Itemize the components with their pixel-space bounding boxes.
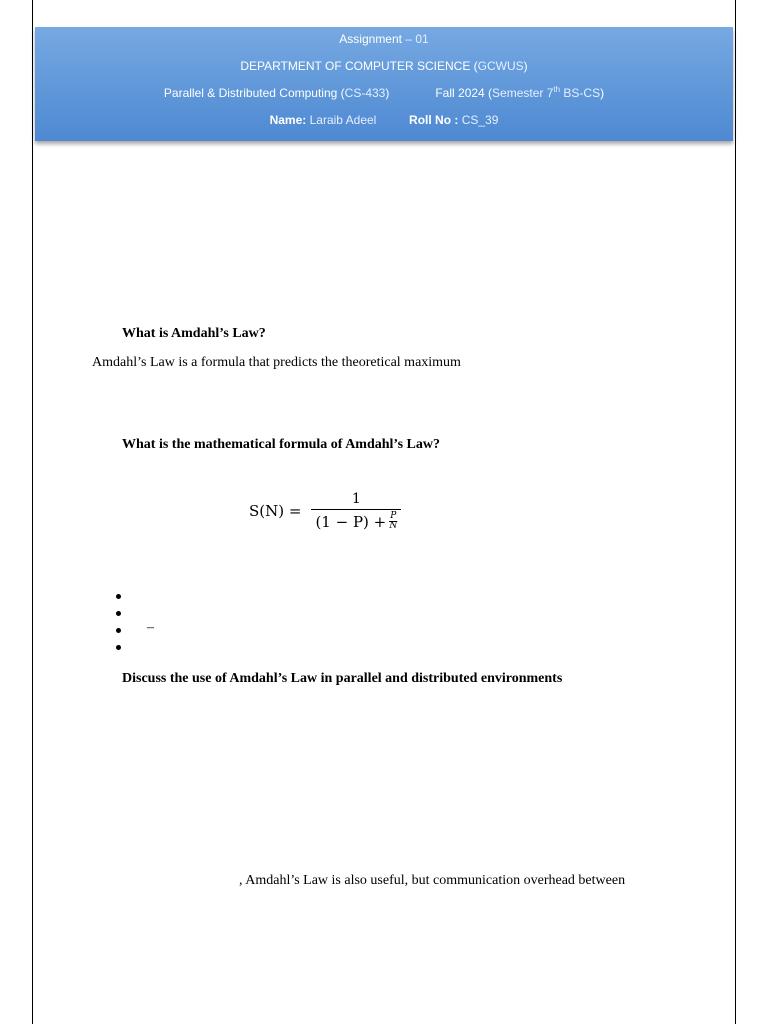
department-line	[35, 59, 733, 73]
amdahl-formula	[249, 486, 401, 536]
question-3-heading: Discuss the use of Amdahl’s Law in parallel and distributed environments	[122, 671, 563, 686]
page-border-left	[32, 0, 33, 1024]
department-abbr: GCWUS	[477, 59, 524, 73]
formula-denominator-left: (1 − P) +	[315, 512, 387, 531]
formula-small-den: N	[389, 521, 398, 531]
name-label: Name:	[269, 113, 307, 127]
student-line	[35, 113, 733, 127]
semester-prefix: Semester 7	[492, 86, 554, 100]
formula-small-fraction	[389, 512, 397, 531]
term: Fall 2024 (	[435, 86, 493, 100]
formula-lhs: S(N) =	[249, 502, 302, 520]
formula-numerator: 1	[351, 491, 361, 507]
document-header	[35, 27, 733, 141]
assignment-label: Assignment	[339, 32, 402, 46]
course-line	[35, 86, 733, 100]
formula-small-num: P	[390, 511, 397, 521]
answer-1-text: Amdahl’s Law is a formula that predicts the theoretical maximum	[92, 355, 461, 370]
bullet-dot-icon	[116, 594, 121, 599]
question-1-heading: What is Amdahl’s Law?	[122, 326, 266, 341]
assignment-line	[35, 32, 733, 46]
semester-sup: th	[553, 85, 561, 94]
bullet-dot-icon	[116, 611, 121, 616]
page-border-right	[735, 0, 736, 1024]
assignment-number: – 01	[405, 32, 429, 46]
roll-value: CS_39	[461, 113, 499, 127]
semester-suffix: BS-CS	[560, 86, 601, 100]
bullet-dot-icon	[116, 645, 121, 650]
roll-label: Roll No :	[409, 113, 459, 127]
course-name: Parallel & Distributed Computing (	[163, 86, 345, 100]
department-close: )	[523, 59, 528, 73]
bullet-dot-icon	[116, 628, 121, 633]
bullet-text: –	[147, 620, 154, 635]
course-close: )	[385, 86, 390, 100]
answer-3-text: , Amdahl’s Law is also useful, but communication overhead between	[239, 873, 626, 888]
course-code: CS-433	[344, 86, 386, 100]
question-2-heading: What is the mathematical formula of Amdahl’s Law?	[122, 437, 440, 452]
formula-fraction	[311, 491, 401, 531]
formula-denominator	[311, 509, 401, 531]
name-value: Laraib Adeel	[309, 113, 377, 127]
department-label: DEPARTMENT OF COMPUTER SCIENCE (	[240, 59, 478, 73]
term-close: )	[600, 86, 605, 100]
